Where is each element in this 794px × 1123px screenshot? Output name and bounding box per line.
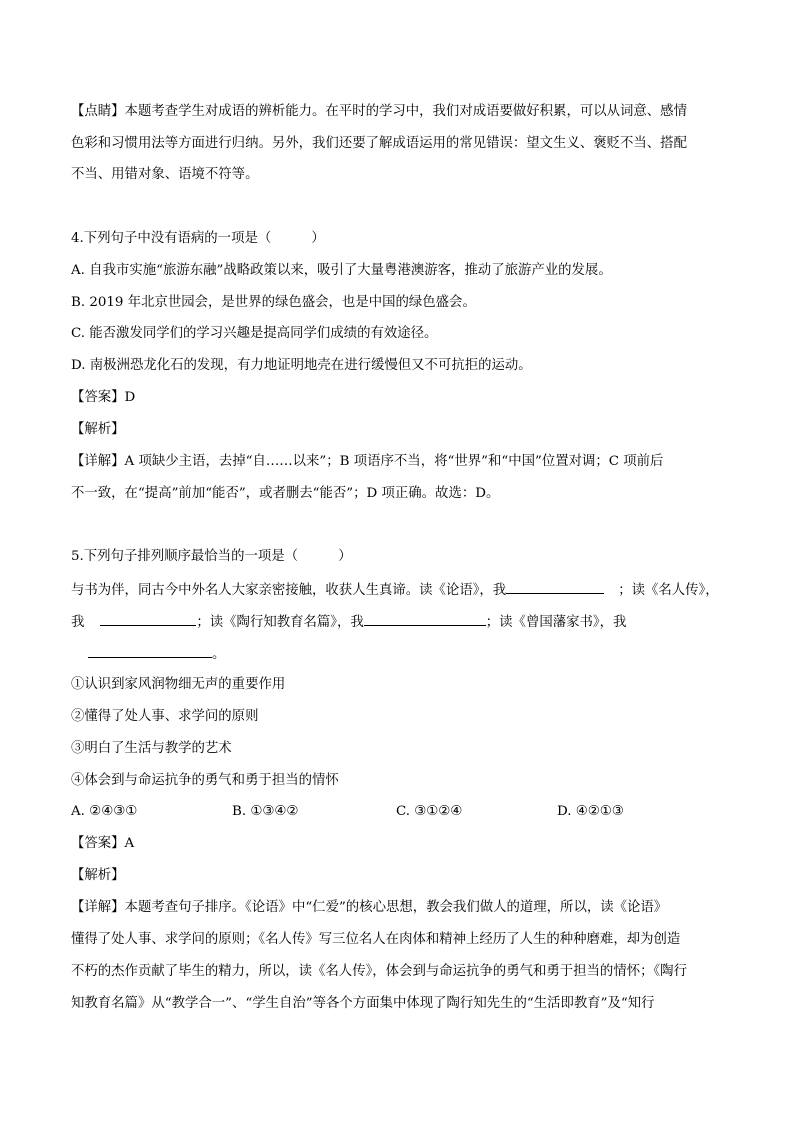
q4-answer: 【答案】D xyxy=(71,390,136,405)
q5-passage-text-1a: 与书为伴，同古今中外名人大家亲密接触，收获人生真谛。读《论语》，我 xyxy=(71,583,507,598)
q5-detail-line-4: 知教育名篇》从“教学合一”、“学生自治”等各个方面集中体现了陶行知先生的“生活即教育”及“知行 xyxy=(71,996,655,1011)
q5-detail-line-3: 不朽的杰作贡献了毕生的精力，所以，读《名人传》，体会到与命运抗争的勇气和勇于担当的情怀；《陶行 xyxy=(71,964,687,979)
q5-passage-line-1 xyxy=(71,579,719,601)
fill-blank-1 xyxy=(506,579,604,594)
q5-passage-line-2 xyxy=(71,611,626,633)
tip-line-1: 【点睛】本题考查学生对成语的辨析能力。在平时的学习中，我们对成语要做好积累，可以从词意、感情 xyxy=(71,104,687,119)
q5-passage-text-2c: ；读《曾国藩家书》，我 xyxy=(485,615,627,630)
q5-option-d: D. ④②①③ xyxy=(557,804,624,819)
q5-detail-line-1: 【详解】本题考查句子排序。《论语》中“仁爱”的核心思想，教会我们做人的道理，所以，读《论语》 xyxy=(71,900,668,915)
q5-sentence-1: ①认识到家风润物细无声的重要作用 xyxy=(71,677,286,692)
q5-passage-text-2b: ；读《陶行知教育名篇》，我 xyxy=(196,615,364,630)
q5-passage-text-2a: 我 xyxy=(71,615,85,630)
q5-option-c: C. ③①②④ xyxy=(396,804,463,819)
q4-detail-line-1: 【详解】A 项缺少主语，去掉“自……以来”；B 项语序不当，将“世界”和“中国”位置对调；C 项前后 xyxy=(71,454,664,469)
fill-blank-3 xyxy=(364,611,486,626)
q5-passage-line-3 xyxy=(88,643,225,665)
tip-line-3: 不当、用错对象、语境不符等。 xyxy=(71,167,259,182)
q4-option-a: A. 自我市实施“旅游东融”战略政策以来，吸引了大量粤港澳游客，推动了旅游产业的发展。 xyxy=(71,263,612,278)
q5-option-b: B. ①③④② xyxy=(232,804,299,819)
q5-passage-end: 。 xyxy=(212,647,226,662)
q5-answer: 【答案】A xyxy=(71,836,135,851)
q5-passage-text-1b: ；读《名人传》， xyxy=(618,583,719,598)
q5-sentence-3: ③明白了生活与教学的艺术 xyxy=(71,741,232,756)
q5-sentence-4: ④体会到与命运抗争的勇气和勇于担当的情怀 xyxy=(71,773,339,788)
q5-stem: 5.下列句子排列顺序最恰当的一项是（ ） xyxy=(71,549,352,564)
tip-line-2: 色彩和习惯用法等方面进行归纳。另外，我们还要了解成语运用的常见错误：望文生义、褒贬不当、搭配 xyxy=(71,136,687,151)
q4-stem: 4.下列句子中没有语病的一项是（ ） xyxy=(71,231,325,246)
fill-blank-4 xyxy=(88,643,212,658)
q4-option-c: C. 能否激发同学们的学习兴趣是提高同学们成绩的有效途径。 xyxy=(71,326,438,341)
q5-sentence-2: ②懂得了处人事、求学问的原则 xyxy=(71,709,259,724)
q4-analysis-label: 【解析】 xyxy=(71,422,125,437)
q4-option-b: B. 2019 年北京世园会，是世界的绿色盛会，也是中国的绿色盛会。 xyxy=(71,295,476,310)
q5-option-a: A. ②④③① xyxy=(71,804,138,819)
q5-analysis-label: 【解析】 xyxy=(71,868,125,883)
fill-blank-2 xyxy=(100,611,196,626)
q4-option-d: D. 南极洲恐龙化石的发现，有力地证明地壳在进行缓慢但又不可抗拒的运动。 xyxy=(71,358,532,373)
q5-detail-line-2: 懂得了处人事、求学问的原则；《名人传》写三位名人在肉体和精神上经历了人生的种种磨难，却为创造 xyxy=(71,932,681,947)
q4-detail-line-2: 不一致，在“提高”前加“能否”，或者删去“能否”；D 项正确。故选：D。 xyxy=(71,486,500,501)
